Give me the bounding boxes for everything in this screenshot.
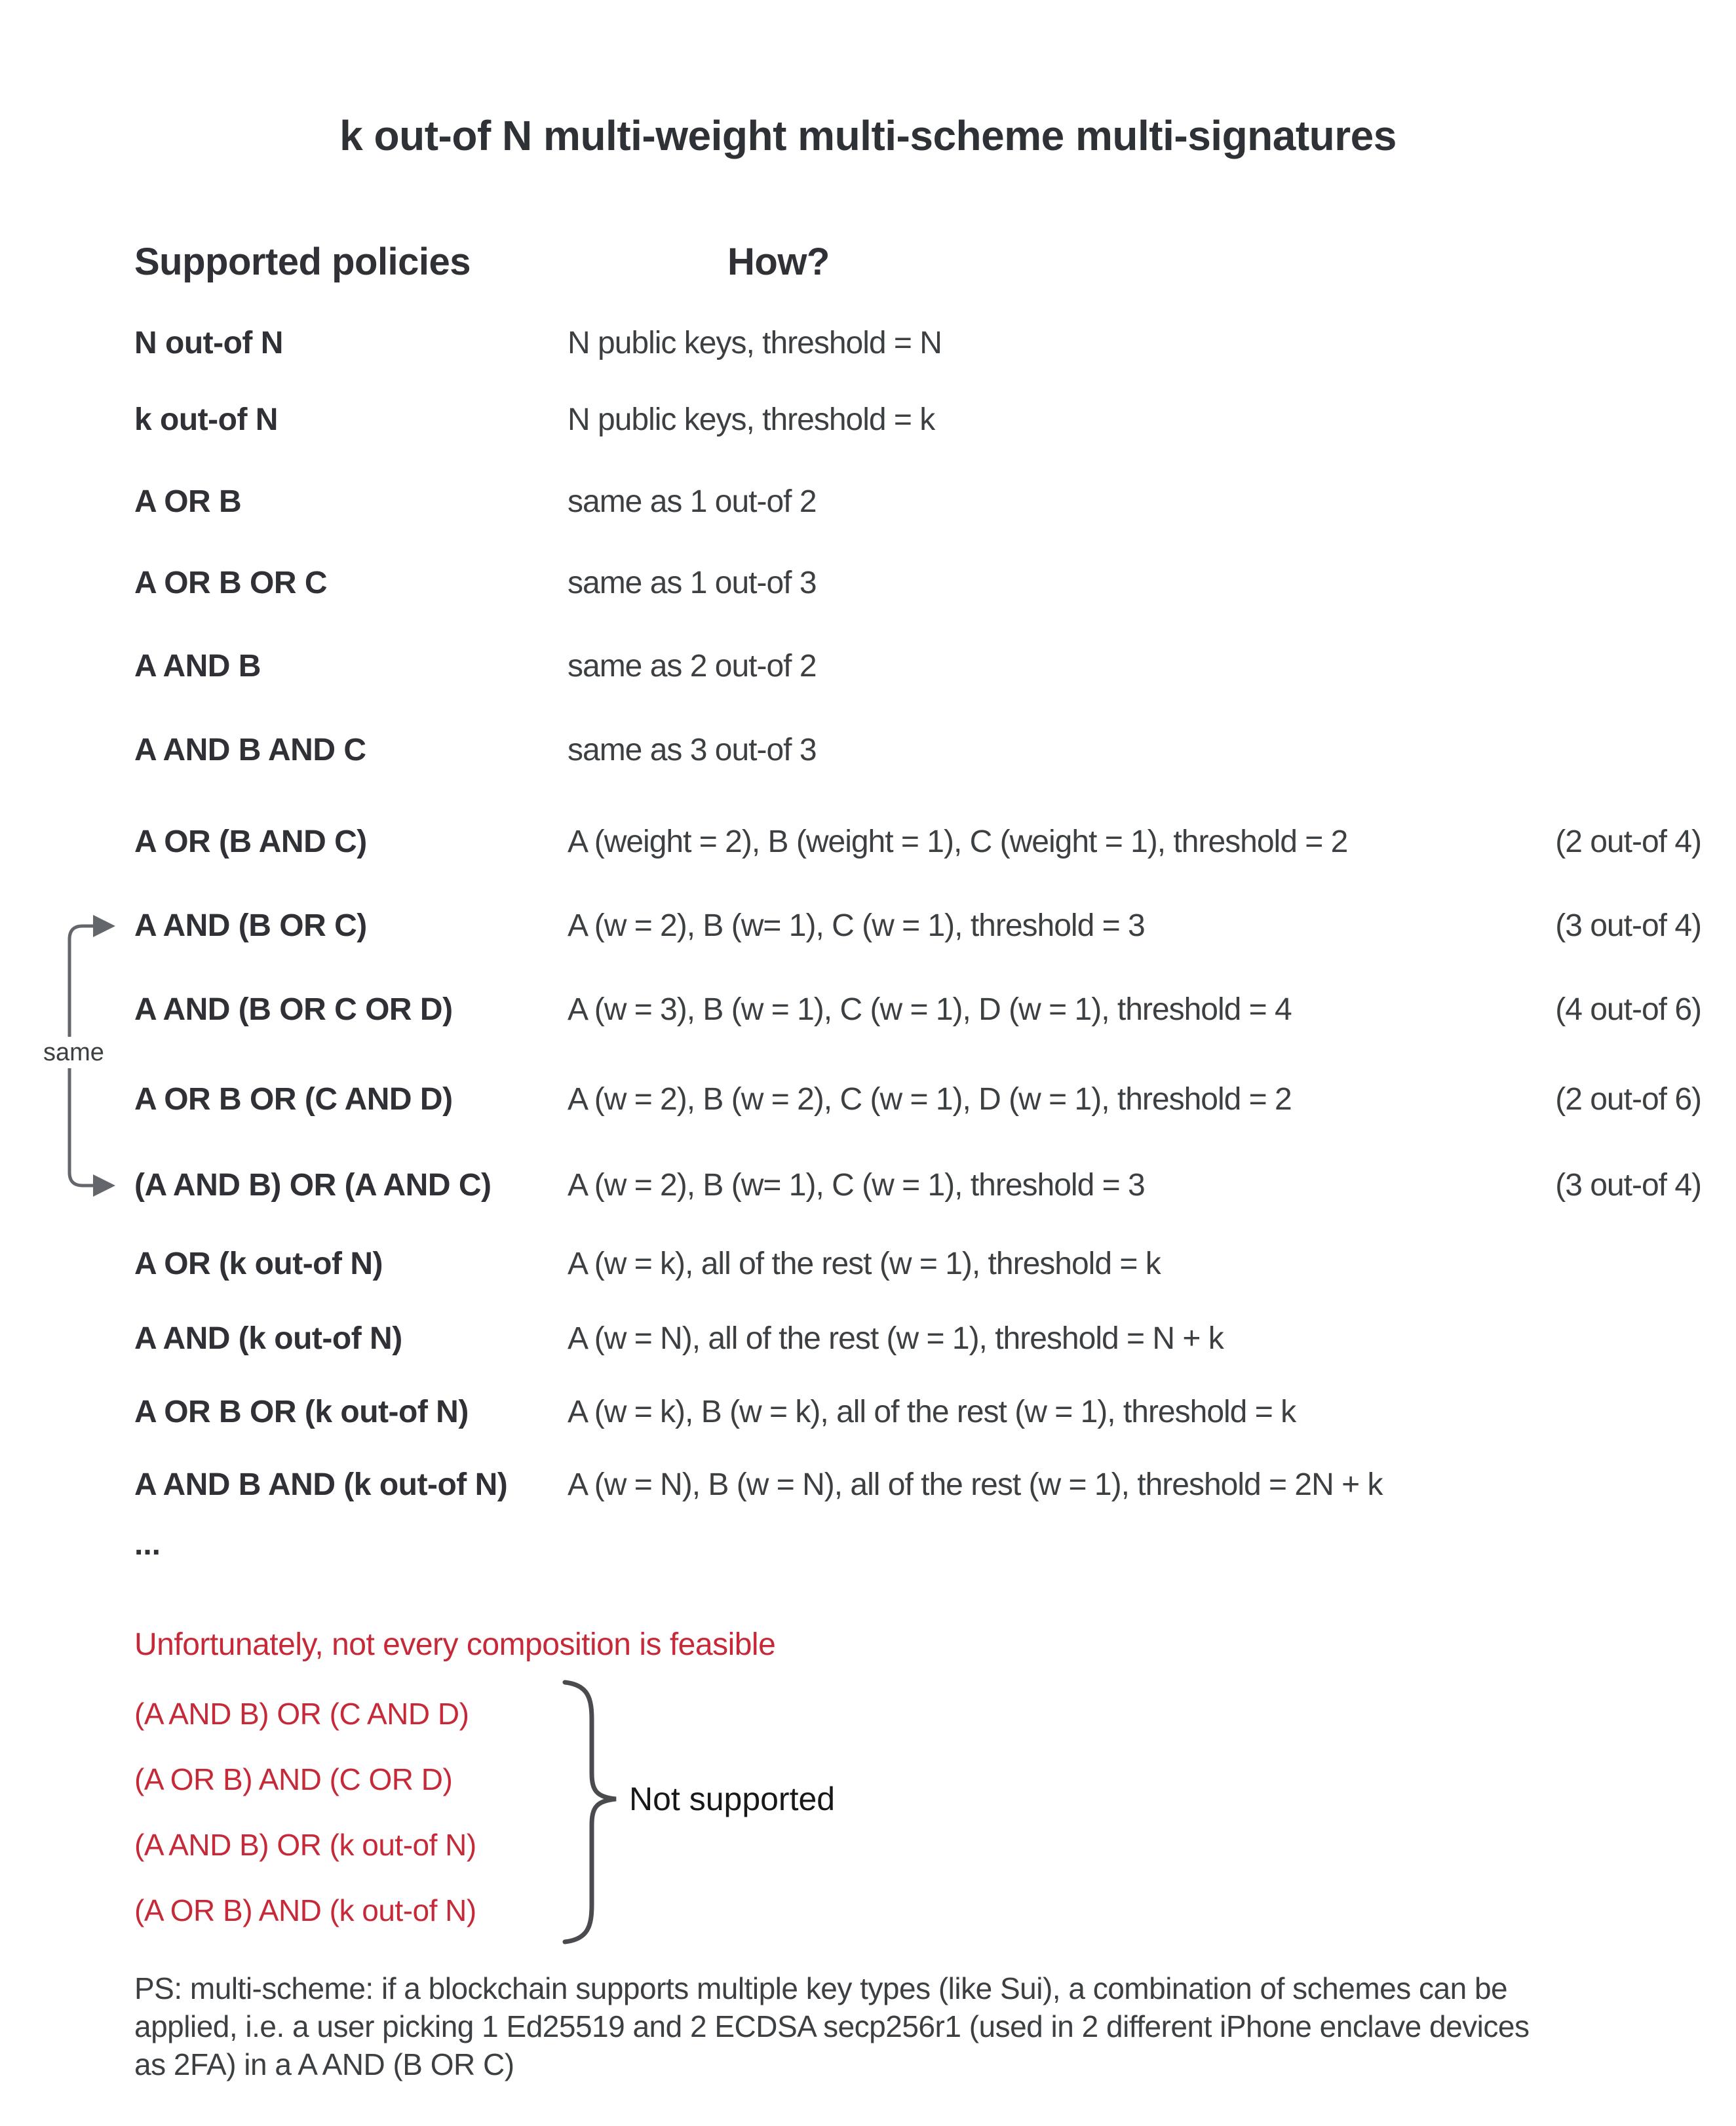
table-row — [0, 1161, 1736, 1210]
infeasible-item: (A OR B) AND (k out-of N) — [134, 1893, 476, 1927]
equivalence-note: (3 out-of 4) — [1555, 1168, 1701, 1203]
policy-label: A AND B — [134, 649, 261, 684]
policy-label: A OR B OR (C AND D) — [134, 1082, 453, 1117]
ps-note-line: PS: multi-scheme: if a blockchain supports multiple key types (like Sui), a combination of schemes can be — [134, 1971, 1508, 2005]
equivalence-note: (2 out-of 4) — [1555, 824, 1701, 859]
how-text: A (weight = 2), B (weight = 1), C (weight = 1), threshold = 2 — [568, 824, 1348, 859]
same-label: same — [38, 1037, 109, 1068]
table-row — [0, 478, 1736, 526]
how-text: N public keys, threshold = N — [568, 326, 942, 360]
table-row — [0, 396, 1736, 444]
how-text: A (w = k), B (w = k), all of the rest (w = 1), threshold = k — [568, 1395, 1296, 1429]
how-text: same as 1 out-of 3 — [568, 566, 817, 600]
table-row — [0, 902, 1736, 950]
infeasible-heading: Unfortunately, not every composition is feasible — [134, 1627, 776, 1662]
infeasible-item: (A OR B) AND (C OR D) — [134, 1762, 453, 1796]
page-title: k out-of N multi-weight multi-scheme multi-signatures — [339, 112, 1397, 159]
table-row — [0, 986, 1736, 1034]
column-header-how: How? — [727, 241, 830, 283]
policy-label: N out-of N — [134, 326, 283, 360]
infeasible-item: (A AND B) OR (C AND D) — [134, 1697, 469, 1731]
policy-label: A AND B AND (k out-of N) — [134, 1467, 508, 1502]
not-supported-brace — [565, 1682, 616, 1942]
how-text: A (w = 2), B (w= 1), C (w = 1), threshold = 3 — [568, 908, 1145, 943]
equivalence-note: (2 out-of 6) — [1555, 1082, 1701, 1117]
policy-label: (A AND B) OR (A AND C) — [134, 1168, 492, 1203]
table-row — [0, 319, 1736, 368]
ps-note-line: applied, i.e. a user picking 1 Ed25519 and 2 ECDSA secp256r1 (used in 2 different iPhone enclave devices — [134, 2009, 1530, 2043]
policy-label: A AND B AND C — [134, 733, 366, 767]
equivalence-note: (4 out-of 6) — [1555, 992, 1701, 1027]
how-text: A (w = 3), B (w = 1), C (w = 1), D (w = 1), threshold = 4 — [568, 992, 1292, 1027]
policy-label: A OR (k out-of N) — [134, 1247, 383, 1281]
table-row — [0, 1240, 1736, 1288]
policy-label: A AND (B OR C OR D) — [134, 992, 453, 1027]
policy-label: A OR B OR (k out-of N) — [134, 1395, 469, 1429]
how-text: same as 3 out-of 3 — [568, 733, 817, 767]
policy-label: A AND (B OR C) — [134, 908, 367, 943]
equivalence-note: (3 out-of 4) — [1555, 908, 1701, 943]
policy-label: A OR B — [134, 484, 242, 519]
infeasible-item: (A AND B) OR (k out-of N) — [134, 1828, 476, 1862]
not-supported-label: Not supported — [629, 1781, 836, 1817]
table-row — [0, 1461, 1736, 1509]
column-header-supported-policies: Supported policies — [134, 241, 471, 283]
table-ellipsis: ... — [134, 1527, 161, 1562]
how-text: same as 2 out-of 2 — [568, 649, 817, 684]
table-row — [0, 726, 1736, 775]
table-row — [0, 1388, 1736, 1437]
how-text: A (w = N), B (w = N), all of the rest (w = 1), threshold = 2N + k — [568, 1467, 1383, 1502]
table-row — [0, 1315, 1736, 1363]
policy-label: k out-of N — [134, 402, 278, 437]
table-row — [0, 559, 1736, 608]
ps-note-line: as 2FA) in a A AND (B OR C) — [134, 2047, 514, 2081]
policy-label: A AND (k out-of N) — [134, 1321, 402, 1356]
ps-note — [134, 1969, 1661, 2083]
how-text: A (w = N), all of the rest (w = 1), threshold = N + k — [568, 1321, 1224, 1356]
how-text: A (w = k), all of the rest (w = 1), threshold = k — [568, 1247, 1161, 1281]
policy-label: A OR B OR C — [134, 566, 328, 600]
table-row — [0, 642, 1736, 691]
how-text: N public keys, threshold = k — [568, 402, 935, 437]
policy-label: A OR (B AND C) — [134, 824, 367, 859]
how-text: same as 1 out-of 2 — [568, 484, 817, 519]
table-row — [0, 818, 1736, 866]
table-row — [0, 1075, 1736, 1124]
how-text: A (w = 2), B (w= 1), C (w = 1), threshold = 3 — [568, 1168, 1145, 1203]
how-text: A (w = 2), B (w = 2), C (w = 1), D (w = 1), threshold = 2 — [568, 1082, 1292, 1117]
